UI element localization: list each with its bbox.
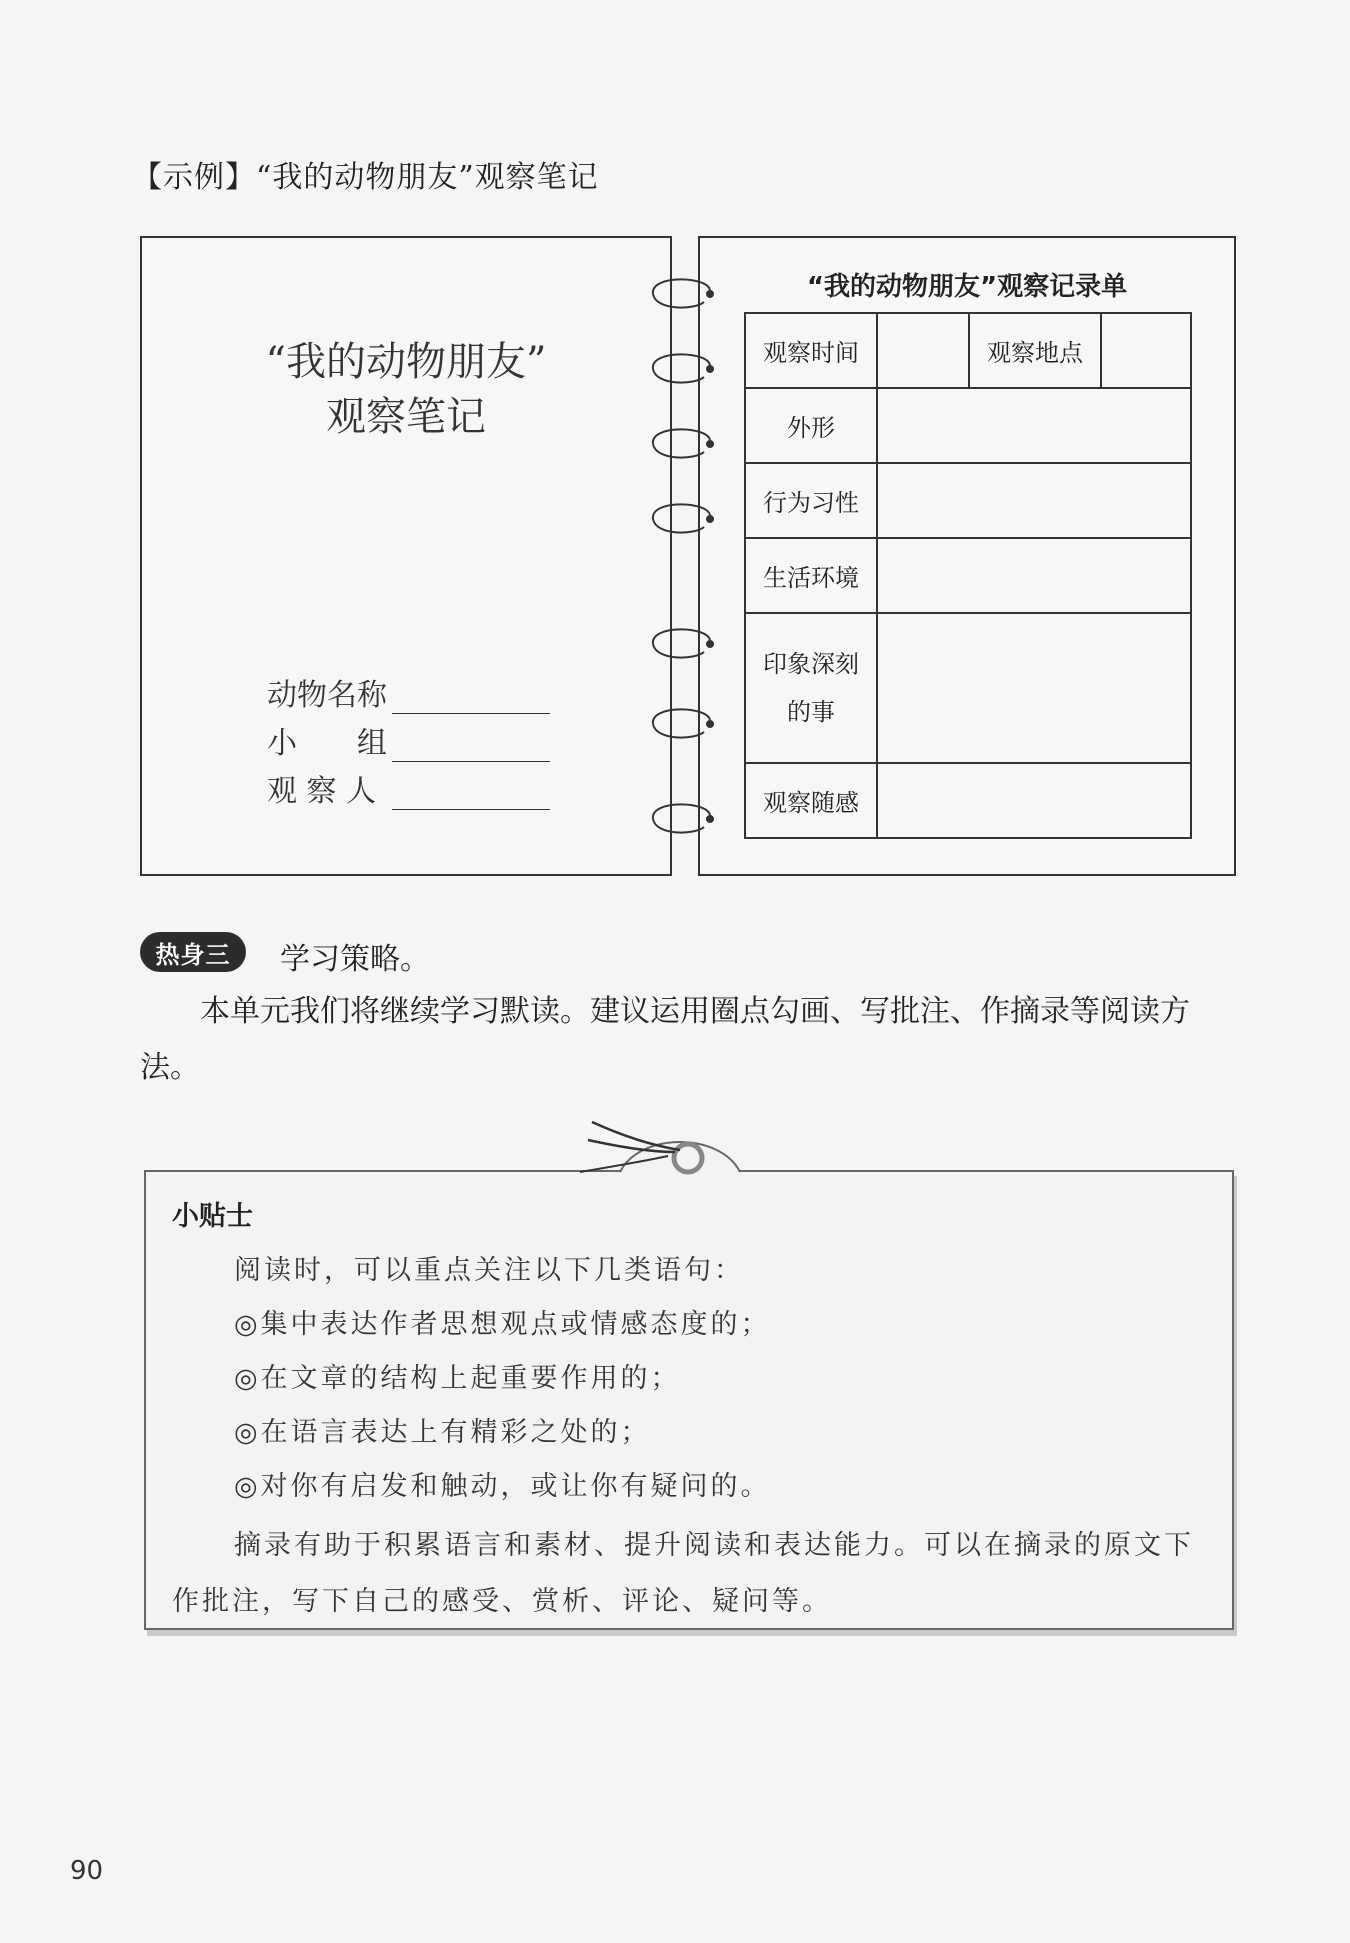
page-number: 90 <box>70 1856 104 1886</box>
ring-icon <box>653 629 713 657</box>
animal-name-field <box>267 670 550 714</box>
reflection-label-cell: 观察随感 <box>745 763 877 838</box>
ring-icon <box>653 804 713 832</box>
impression-value-cell <box>877 613 1191 763</box>
appearance-value-cell <box>877 388 1191 463</box>
ring-icon <box>653 429 713 457</box>
cover-title-line1: “我的动物朋友” <box>265 339 547 385</box>
impression-label-line2: 的事 <box>787 698 835 726</box>
habitat-value-cell <box>877 538 1191 613</box>
example-title: 【示例】“我的动物朋友”观察笔记 <box>132 160 599 195</box>
warmup-badge: 热身三 <box>140 932 246 972</box>
observer-label: 观 察 人 <box>267 774 377 809</box>
ring-icon <box>653 279 713 307</box>
impression-label-line1: 印象深刻 <box>763 650 859 678</box>
animal-name-blank <box>392 683 550 714</box>
warmup-paragraph: 本单元我们将继续学习默读。建议运用圈点勾画、写批注、作摘录等阅读方法。 <box>140 994 1190 1085</box>
behavior-value-cell <box>877 463 1191 538</box>
observer-blank <box>392 779 550 810</box>
observer-field <box>267 766 550 810</box>
table-row <box>745 388 1191 463</box>
appearance-label-cell: 外形 <box>745 388 877 463</box>
habitat-label-cell: 生活环境 <box>745 538 877 613</box>
group-field <box>267 718 550 762</box>
table-row <box>745 538 1191 613</box>
tips-item: ◎对你有启发和触动，或让你有疑问的。 <box>234 1471 771 1502</box>
table-row <box>745 763 1191 838</box>
ring-icon <box>653 504 713 532</box>
table-row <box>745 313 1191 388</box>
table-row <box>745 613 1191 763</box>
warmup-title: 学习策略。 <box>280 942 430 977</box>
tips-intro: 阅读时，可以重点关注以下几类语句： <box>234 1255 744 1286</box>
impression-label-cell <box>745 613 877 763</box>
tips-panel <box>140 1112 1238 1632</box>
ring-icon <box>653 354 713 382</box>
place-value-cell <box>1101 313 1191 388</box>
observation-record-sheet <box>698 236 1236 876</box>
record-table <box>744 312 1192 839</box>
tips-closing: 摘录有助于积累语言和素材、提升阅读和表达能力。可以在摘录的原文下作批注，写下自己的感受、赏析、评论、疑问等。 <box>172 1530 1194 1617</box>
ring-icon <box>653 709 713 737</box>
time-label-cell: 观察时间 <box>745 313 877 388</box>
notebook-cover <box>140 236 672 876</box>
group-blank <box>392 731 550 762</box>
tips-box <box>144 1170 1234 1630</box>
tag-string-icon <box>140 1112 1238 1192</box>
tips-item: ◎在文章的结构上起重要作用的； <box>234 1363 681 1394</box>
table-row <box>745 463 1191 538</box>
behavior-label-cell: 行为习性 <box>745 463 877 538</box>
record-title: “我的动物朋友”观察记录单 <box>806 272 1128 302</box>
reflection-value-cell <box>877 763 1191 838</box>
tips-item: ◎在语言表达上有精彩之处的； <box>234 1417 651 1448</box>
spiral-binding <box>640 236 720 876</box>
animal-name-label: 动物名称 <box>267 678 387 713</box>
cover-title-line2: 观察笔记 <box>326 394 486 440</box>
group-label: 小 组 <box>267 726 387 761</box>
tips-heading: 小贴士 <box>172 1201 253 1232</box>
time-value-cell <box>877 313 969 388</box>
place-label-cell: 观察地点 <box>969 313 1101 388</box>
tips-item: ◎集中表达作者思想观点或情感态度的； <box>234 1309 771 1340</box>
